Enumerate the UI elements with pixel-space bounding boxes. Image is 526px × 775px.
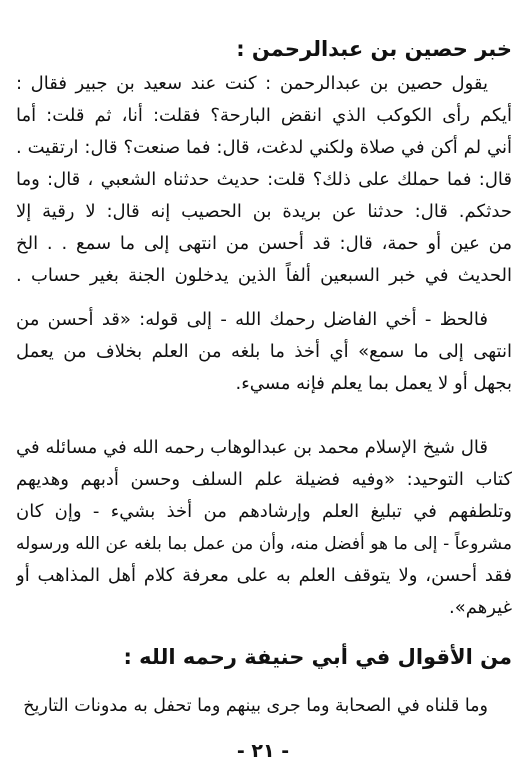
paragraph-1-line-6: من عين أو حمة، قال: قد أحسن من انتهى إلى ما سمع . . الخ xyxy=(16,233,512,254)
paragraph-1-line-1: يقول حصين بن عبدالرحمن : كنت عند سعيد بن جبير فقال : xyxy=(16,73,488,94)
paragraph-3-line-1: قال شيخ الإسلام محمد بن عبدالوهاب رحمه الله في مسائله في xyxy=(16,437,488,458)
paragraph-1-line-7: الحديث في خبر السبعين ألفاً الذين يدخلون الجنة بغير حساب . xyxy=(16,265,512,286)
paragraph-2-line-2: انتهى إلى ما سمع» أي أخذ ما بلغه من العلم بخلاف من يعمل xyxy=(16,341,512,362)
paragraph-1-line-5: حدثكم. قال: حدثنا عن بريدة بن الحصيب إنه قال: لا رقية إلا xyxy=(16,201,512,222)
paragraph-1-line-4: قال: فما حملك على ذلك؟ قلت: حديث حدثناه الشعبي ، قال: وما xyxy=(16,169,512,190)
paragraph-1-line-3: أني لم أكن في صلاة ولكني لدغت، قال: فما صنعت؟ قال: ارتقيت . xyxy=(16,137,512,158)
paragraph-4-line-1: وما قلناه في الصحابة وما جرى بينهم وما تحفل به مدونات التاريخ xyxy=(23,696,488,716)
section-heading-husayn: خبر حصين بن عبدالرحمن : xyxy=(236,37,512,61)
paragraph-2-line-1: فالحظ - أخي الفاضل رحمك الله - إلى قوله: «قد أحسن من xyxy=(16,309,488,330)
paragraph-3-line-6: غيرهم». xyxy=(449,597,512,618)
paragraph-3-line-4: مشروعاً - إلى ما هو أفضل منه، وأن من عمل بما بلغه عن الله ورسوله xyxy=(16,534,512,554)
page-number: - ٢١ - xyxy=(236,740,290,762)
paragraph-2-line-3: بجهل أو لا يعمل بما يعلم فإنه مسيء. xyxy=(235,373,512,394)
paragraph-1-line-2: أيكم رأى الكوكب الذي انقض البارحة؟ فقلت: أنا، ثم قلت: أما xyxy=(16,105,512,126)
paragraph-3-line-2: كتاب التوحيد: «وفيه فضيلة علم السلف وحسن أدبهم وهديهم xyxy=(16,469,512,490)
section-heading-abu-hanifa: من الأقوال في أبي حنيفة رحمه الله : xyxy=(123,645,512,669)
paragraph-3-line-5: فقد أحسن، ولا يتوقف العلم به على معرفة كلام أهل المذاهب أو xyxy=(16,565,512,586)
paragraph-3-line-3: وتلطفهم في تبليغ العلم وإرشادهم من أخذ بشيء - وإن كان xyxy=(16,501,512,522)
